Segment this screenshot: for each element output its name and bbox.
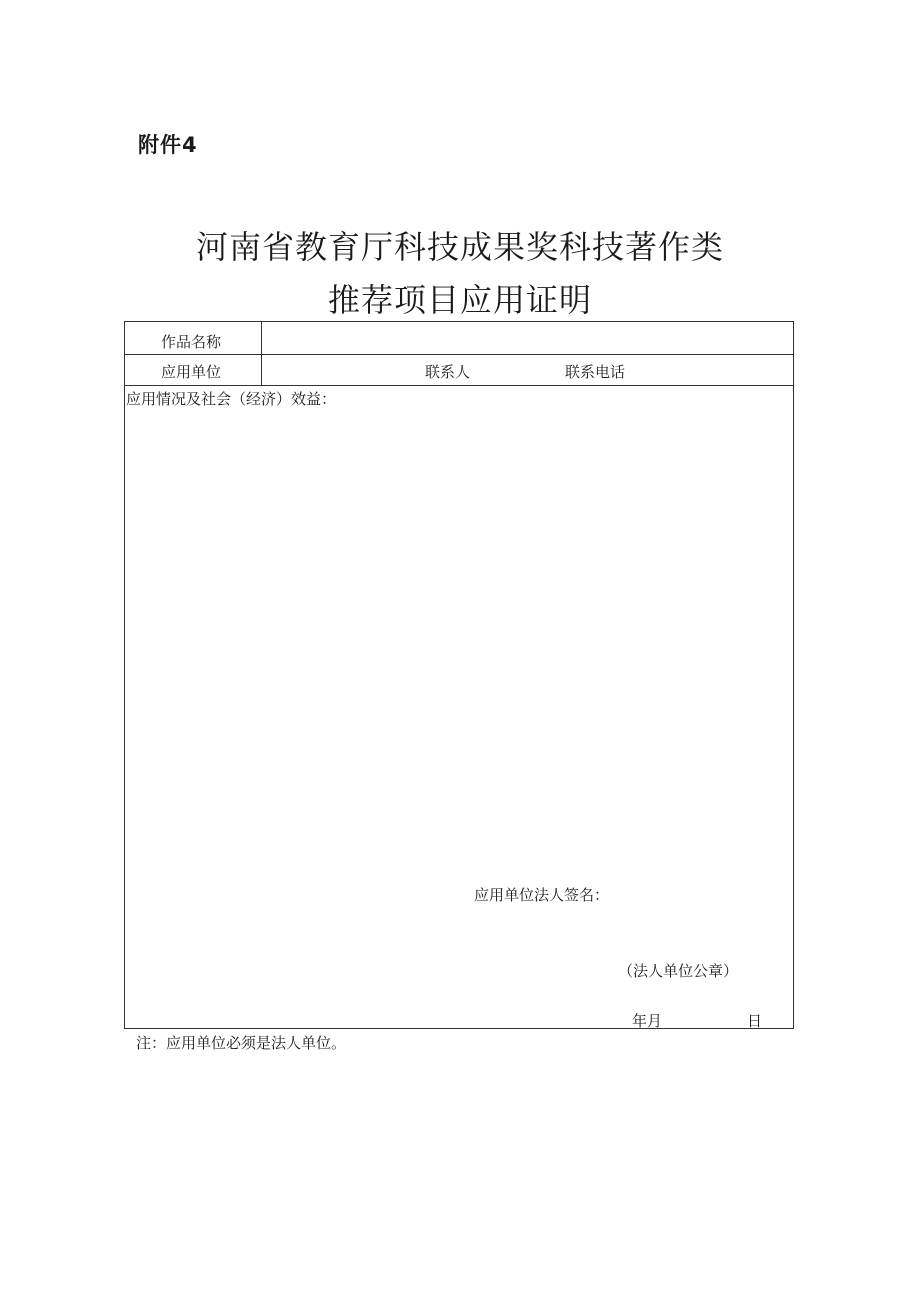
application-proof-form	[124, 321, 794, 1029]
row-divider-1	[125, 354, 793, 355]
label-column-divider	[261, 322, 262, 385]
work-name-label: 作品名称	[161, 333, 222, 351]
date-day: 日	[747, 1012, 763, 1030]
contact-person-field[interactable]	[480, 363, 560, 381]
contact-person-label: 联系人	[425, 363, 471, 381]
application-unit-field[interactable]	[271, 363, 421, 381]
benefits-content-area[interactable]	[129, 414, 789, 874]
legal-signature-label: 应用单位法人签名：	[474, 886, 610, 904]
date-year-month: 年月	[632, 1012, 663, 1030]
attachment-label: 附件4	[138, 133, 198, 157]
document-title-line-1: 河南省教育厅科技成果奖科技著作类	[195, 228, 724, 266]
contact-phone-label: 联系电话	[565, 363, 626, 381]
contact-phone-field[interactable]	[637, 363, 787, 381]
official-seal-label: （法人单位公章）	[618, 962, 739, 980]
row-divider-2	[125, 385, 793, 386]
benefits-label: 应用情况及社会（经济）效益：	[126, 390, 337, 408]
document-title-line-2: 推荐项目应用证明	[327, 281, 592, 319]
footer-note: 注：应用单位必须是法人单位。	[136, 1034, 347, 1052]
work-name-field[interactable]	[271, 333, 781, 351]
application-unit-label: 应用单位	[161, 363, 222, 381]
